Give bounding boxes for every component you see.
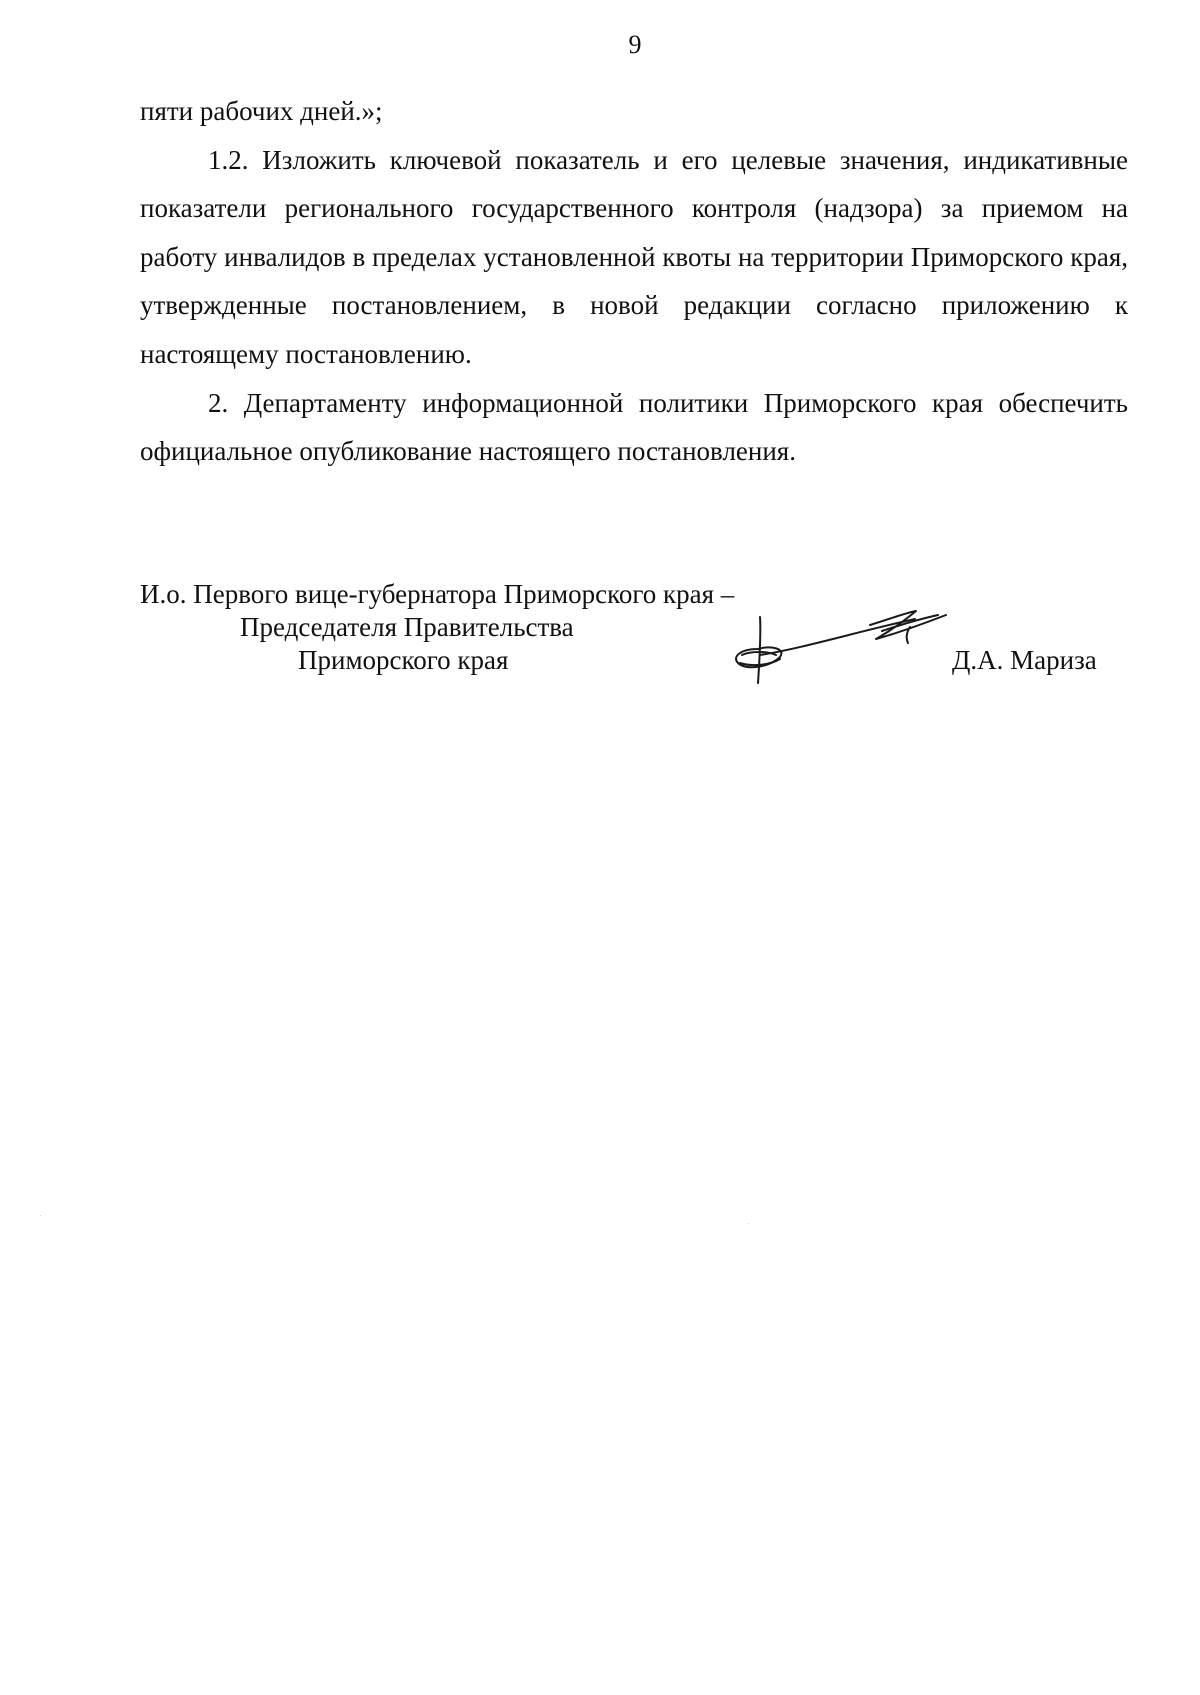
signature-block <box>140 578 1140 698</box>
paragraph-item-1-2: 1.2. Изложить ключевой показатель и его целевые значения, индикативные показатели регионального государственного контроля (надзора) за приемом на работу инвалидов в пределах установленной квоты на территории Приморского края, утвержденные постановлением, в новой редакции согласно приложению к настоящему постановлению. <box>140 144 1128 369</box>
handwritten-signature-icon <box>720 605 980 690</box>
signatory-position-line-2: Председателя Правительства <box>240 612 574 642</box>
signatory-position-line-1: И.о. Первого вице-губернатора Приморского края – <box>140 579 735 609</box>
paragraph-continuation: пяти рабочих дней.»; <box>140 96 383 126</box>
scan-speck <box>748 1223 749 1224</box>
scan-speck <box>40 1215 41 1216</box>
document-body <box>140 87 1128 476</box>
signatory-position-line-3: Приморского края <box>298 645 509 675</box>
signatory-name: Д.А. Мариза <box>952 645 1097 675</box>
page-number: 9 <box>628 30 642 59</box>
paragraph-item-2: 2. Департаменту информационной политики Приморского края обеспечить официальное опубликование настоящего постановления. <box>140 387 1128 467</box>
